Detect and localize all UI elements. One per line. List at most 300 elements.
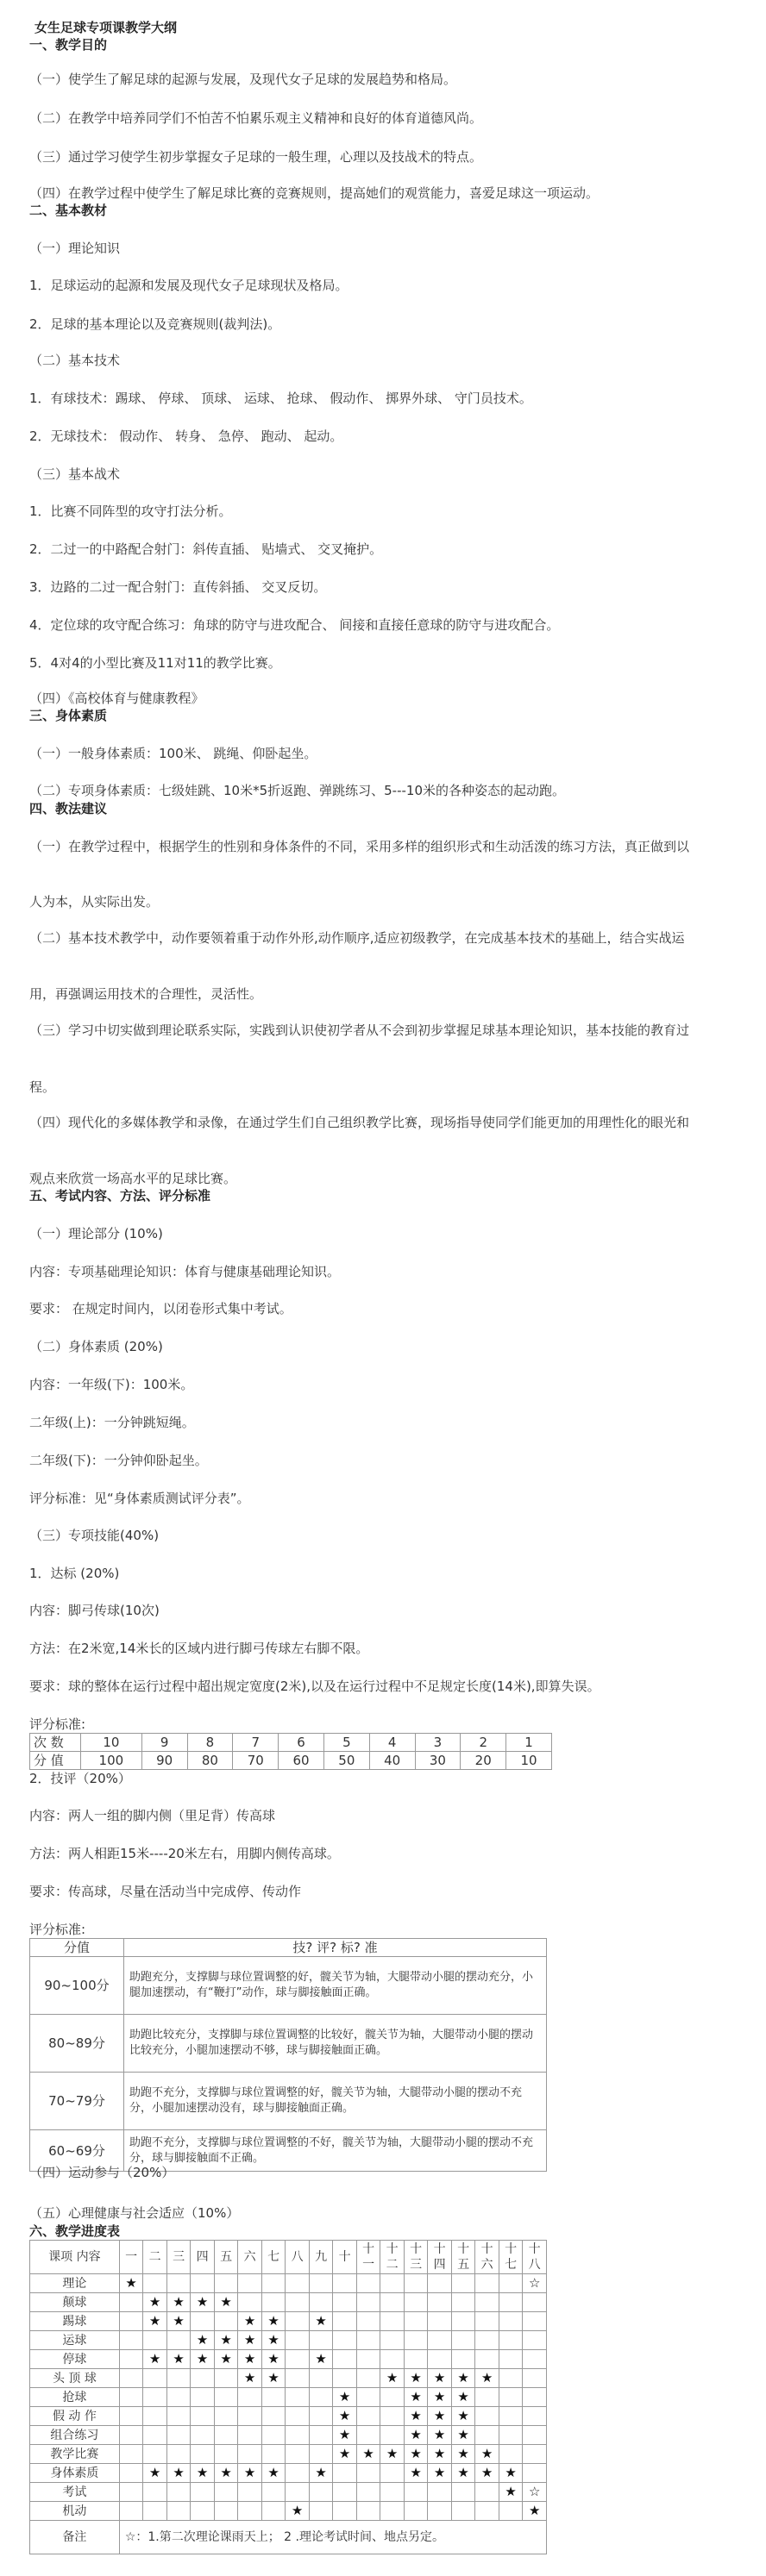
schedule-cell — [356, 2350, 380, 2369]
schedule-cell — [191, 2407, 215, 2426]
filled-star-icon: ★ — [173, 2465, 185, 2480]
schedule-cell — [404, 2331, 428, 2350]
score-points-cell: 70 — [233, 1752, 279, 1770]
score-points-cell: 50 — [323, 1752, 369, 1770]
schedule-cell — [238, 2445, 262, 2464]
schedule-cell — [214, 2426, 238, 2445]
schedule-cell — [166, 2407, 191, 2426]
score-points-cell: 80 — [187, 1752, 233, 1770]
filled-star-icon: ★ — [433, 2408, 446, 2423]
filled-star-icon: ★ — [386, 2446, 399, 2461]
schedule-cell — [191, 2388, 215, 2407]
schedule-cell — [143, 2369, 167, 2388]
score-points-cell: 40 — [369, 1752, 415, 1770]
exam-skill-eval-requirement: 要求：传高球，尽量在活动当中完成停、传动作 — [29, 1884, 302, 1899]
schedule-cell — [119, 2350, 143, 2369]
schedule-week-header: 五 — [214, 2241, 238, 2274]
schedule-cell — [143, 2464, 167, 2483]
schedule-cell — [119, 2331, 143, 2350]
schedule-cell — [380, 2407, 405, 2426]
rubric-header-grade: 分值 — [30, 1939, 124, 1957]
score-count-cell: 5 — [323, 1734, 369, 1752]
schedule-note-row — [30, 2521, 547, 2554]
score-count-cell: 2 — [461, 1734, 506, 1752]
method-4a: （四）现代化的多媒体教学和录像，在通过学生们自己组织教学比赛，现场指导使同学们能更加的用理性化的眼光和 — [29, 1115, 690, 1130]
schedule-cell — [404, 2350, 428, 2369]
score-count-cell: 7 — [233, 1734, 279, 1752]
tactics-item-5: 5．4对4的小型比赛及11对11的教学比赛。 — [29, 655, 281, 671]
schedule-week-header: 二 — [143, 2241, 167, 2274]
schedule-cell — [286, 2483, 310, 2502]
schedule-table — [29, 2240, 547, 2554]
rubric-row — [30, 2015, 547, 2073]
schedule-cell — [191, 2350, 215, 2369]
filled-star-icon: ★ — [291, 2503, 304, 2518]
schedule-cell — [119, 2388, 143, 2407]
schedule-cell — [499, 2274, 523, 2293]
schedule-cell — [356, 2426, 380, 2445]
schedule-cell — [523, 2274, 547, 2293]
schedule-cell — [333, 2331, 357, 2350]
schedule-cell — [238, 2483, 262, 2502]
schedule-cell — [286, 2388, 310, 2407]
method-2b: 用，再强调运用技术的合理性，灵活性。 — [29, 986, 263, 1002]
schedule-week-header: 十 — [333, 2241, 357, 2274]
schedule-cell — [451, 2274, 475, 2293]
schedule-cell — [380, 2464, 405, 2483]
schedule-row — [30, 2293, 547, 2312]
filled-star-icon: ★ — [480, 2465, 493, 2480]
schedule-cell — [119, 2464, 143, 2483]
schedule-row — [30, 2445, 547, 2464]
schedule-cell — [404, 2502, 428, 2521]
schedule-cell — [428, 2274, 452, 2293]
section-6-heading: 六、教学进度表 — [29, 2223, 121, 2239]
subheading-tactics: （三）基本战术 — [29, 466, 121, 482]
score-row-points — [30, 1752, 552, 1770]
score-points-cell: 20 — [461, 1752, 506, 1770]
subheading-theory: （一）理论知识 — [29, 241, 121, 256]
schedule-cell — [475, 2369, 499, 2388]
schedule-cell — [309, 2464, 333, 2483]
schedule-cell — [214, 2369, 238, 2388]
schedule-cell — [286, 2369, 310, 2388]
filled-star-icon: ★ — [220, 2332, 232, 2348]
technique-item-1: 1．有球技术：踢球、 停球、 顶球、 运球、 抢球、 假动作、 掷界外球、 守门员技术。 — [29, 391, 532, 406]
schedule-week-header: 十四 — [428, 2241, 452, 2274]
schedule-cell — [309, 2312, 333, 2331]
schedule-cell — [286, 2502, 310, 2521]
rubric-table-label: 评分标准: — [29, 1922, 86, 1937]
schedule-week-header: 三 — [166, 2241, 191, 2274]
schedule-cell — [214, 2350, 238, 2369]
schedule-cell — [166, 2464, 191, 2483]
schedule-cell — [523, 2464, 547, 2483]
schedule-cell — [475, 2502, 499, 2521]
aim-3: （三）通过学习使学生初步掌握女子足球的一般生理，心理以及技战术的特点。 — [29, 149, 483, 165]
tactics-item-4: 4．定位球的攻守配合练习：角球的防守与进攻配合、 间接和直接任意球的防守与进攻配合。 — [29, 617, 560, 633]
schedule-cell — [261, 2483, 286, 2502]
filled-star-icon: ★ — [410, 2446, 422, 2461]
filled-star-icon: ★ — [480, 2370, 493, 2385]
schedule-week-header: 十七 — [499, 2241, 523, 2274]
score-table-label: 评分标准: — [29, 1716, 86, 1732]
schedule-cell — [309, 2483, 333, 2502]
schedule-cell — [214, 2445, 238, 2464]
schedule-cell — [286, 2350, 310, 2369]
schedule-cell — [451, 2293, 475, 2312]
schedule-cell — [451, 2483, 475, 2502]
filled-star-icon: ★ — [267, 2332, 279, 2348]
schedule-cell — [523, 2407, 547, 2426]
schedule-cell — [523, 2483, 547, 2502]
subheading-textbook: （四）《高校体育与健康教程》 — [29, 691, 204, 706]
filled-star-icon: ★ — [220, 2351, 232, 2367]
schedule-cell — [261, 2331, 286, 2350]
filled-star-icon: ★ — [433, 2446, 446, 2461]
schedule-cell — [286, 2407, 310, 2426]
schedule-cell — [428, 2502, 452, 2521]
schedule-row-label: 教学比赛 — [30, 2445, 120, 2464]
exam-theory: （一）理论部分 (10%) — [29, 1226, 163, 1241]
schedule-cell — [428, 2388, 452, 2407]
schedule-row — [30, 2312, 547, 2331]
schedule-cell — [214, 2312, 238, 2331]
exam-skill-eval-method: 方法：两人相距15米----20米左右，用脚内侧传高球。 — [29, 1846, 340, 1861]
filled-star-icon: ★ — [173, 2313, 185, 2329]
schedule-cell — [261, 2274, 286, 2293]
exam-standard-requirement: 要求：球的整体在运行过程中超出规定宽度(2米),以及在运行过程中不足规定长度(14米),即算失误。 — [29, 1679, 600, 1694]
schedule-cell — [333, 2464, 357, 2483]
schedule-cell — [380, 2312, 405, 2331]
schedule-cell — [238, 2312, 262, 2331]
score-points-cell: 10 — [506, 1752, 552, 1770]
filled-star-icon: ★ — [410, 2408, 422, 2423]
schedule-row-label: 踢球 — [30, 2312, 120, 2331]
exam-standard-method: 方法：在2米宽,14米长的区域内进行脚弓传球左右脚不限。 — [29, 1641, 369, 1656]
filled-star-icon: ★ — [125, 2275, 137, 2291]
schedule-week-header: 十六 — [475, 2241, 499, 2274]
schedule-cell — [143, 2388, 167, 2407]
method-4b: 观点来欣赏一场高水平的足球比赛。 — [29, 1171, 237, 1186]
schedule-cell — [214, 2274, 238, 2293]
schedule-cell — [523, 2388, 547, 2407]
schedule-cell — [238, 2274, 262, 2293]
schedule-cell — [333, 2407, 357, 2426]
schedule-cell — [499, 2331, 523, 2350]
score-points-cell: 30 — [415, 1752, 461, 1770]
schedule-cell — [166, 2350, 191, 2369]
schedule-cell — [475, 2312, 499, 2331]
schedule-cell — [261, 2426, 286, 2445]
schedule-cell — [404, 2388, 428, 2407]
rubric-row — [30, 1957, 547, 2015]
schedule-cell — [380, 2445, 405, 2464]
schedule-cell — [166, 2312, 191, 2331]
filled-star-icon: ★ — [267, 2370, 279, 2385]
schedule-cell — [523, 2350, 547, 2369]
schedule-cell — [143, 2312, 167, 2331]
schedule-week-header: 十五 — [451, 2241, 475, 2274]
schedule-cell — [309, 2445, 333, 2464]
exam-physical-2: 二年级(上)：一分钟跳短绳。 — [29, 1415, 195, 1430]
rubric-grade: 60~69分 — [30, 2130, 124, 2172]
method-1a: （一）在教学过程中，根据学生的性别和身体条件的不同，采用多样的组织形式和生动活泼的练习方法，真正做到以 — [29, 839, 690, 854]
schedule-cell — [380, 2388, 405, 2407]
schedule-cell — [356, 2293, 380, 2312]
filled-star-icon: ★ — [315, 2351, 327, 2367]
rubric-grade: 70~79分 — [30, 2073, 124, 2130]
score-count-cell: 8 — [187, 1734, 233, 1752]
method-3b: 程。 — [29, 1079, 56, 1095]
schedule-cell — [261, 2464, 286, 2483]
open-star-icon: ☆ — [528, 2275, 541, 2291]
filled-star-icon: ★ — [410, 2427, 422, 2442]
schedule-cell — [499, 2369, 523, 2388]
filled-star-icon: ★ — [386, 2370, 399, 2385]
filled-star-icon: ★ — [505, 2484, 517, 2499]
schedule-cell — [214, 2331, 238, 2350]
filled-star-icon: ★ — [338, 2446, 351, 2461]
filled-star-icon: ★ — [267, 2465, 279, 2480]
schedule-cell — [523, 2312, 547, 2331]
schedule-cell — [333, 2274, 357, 2293]
filled-star-icon: ★ — [457, 2427, 469, 2442]
score-row-count — [30, 1734, 552, 1752]
filled-star-icon: ★ — [457, 2389, 469, 2404]
schedule-cell — [119, 2426, 143, 2445]
rubric-desc: 助跑充分，支撑脚与球位置调整的好，髋关节为轴，大腿带动小腿的摆动充分，小腿加速摆动，有“鞭打”动作，球与脚接触面正确。 — [124, 1957, 547, 2015]
schedule-row — [30, 2350, 547, 2369]
filled-star-icon: ★ — [196, 2332, 209, 2348]
schedule-row-label: 机动 — [30, 2502, 120, 2521]
schedule-cell — [238, 2426, 262, 2445]
schedule-row-label: 假 动 作 — [30, 2407, 120, 2426]
filled-star-icon: ★ — [338, 2427, 351, 2442]
score-row-points-label: 分 值 — [30, 1752, 81, 1770]
schedule-cell — [119, 2483, 143, 2502]
schedule-cell — [333, 2502, 357, 2521]
rubric-table — [29, 1938, 547, 2172]
schedule-cell — [333, 2445, 357, 2464]
schedule-cell — [451, 2312, 475, 2331]
schedule-cell — [475, 2445, 499, 2464]
schedule-cell — [119, 2312, 143, 2331]
schedule-row — [30, 2464, 547, 2483]
schedule-cell — [166, 2274, 191, 2293]
filled-star-icon: ★ — [173, 2294, 185, 2310]
schedule-cell — [261, 2407, 286, 2426]
subheading-technique: （二）基本技术 — [29, 353, 121, 368]
aim-1: （一）使学生了解足球的起源与发展，及现代女子足球的发展趋势和格局。 — [29, 72, 457, 87]
schedule-cell — [499, 2312, 523, 2331]
exam-physical-standard: 评分标准：见“身体素质测试评分表”。 — [29, 1491, 250, 1506]
schedule-cell — [499, 2502, 523, 2521]
schedule-cell — [166, 2445, 191, 2464]
filled-star-icon: ★ — [196, 2465, 209, 2480]
schedule-week-header: 七 — [261, 2241, 286, 2274]
filled-star-icon: ★ — [243, 2351, 256, 2367]
schedule-cell — [238, 2388, 262, 2407]
schedule-cell — [380, 2369, 405, 2388]
schedule-cell — [523, 2369, 547, 2388]
filled-star-icon: ★ — [220, 2294, 232, 2310]
exam-standard-content: 内容：脚弓传球(10次) — [29, 1603, 160, 1618]
schedule-week-header: 十三 — [404, 2241, 428, 2274]
exam-theory-content: 内容：专项基础理论知识：体育与健康基础理论知识。 — [29, 1264, 341, 1279]
aim-2: （二）在教学中培养同学们不怕苦不怕累乐观主义精神和良好的体育道德风尚。 — [29, 110, 483, 126]
schedule-cell — [333, 2369, 357, 2388]
section-1-heading: 一、教学目的 — [29, 37, 108, 53]
exam-skill: （三）专项技能(40%) — [29, 1528, 160, 1543]
schedule-cell — [404, 2464, 428, 2483]
schedule-row — [30, 2426, 547, 2445]
filled-star-icon: ★ — [528, 2503, 541, 2518]
open-star-icon: ☆ — [528, 2484, 541, 2499]
theory-item-2: 2．足球的基本理论以及竞赛规则(裁判法)。 — [29, 316, 281, 332]
section-2-heading: 二、基本教材 — [29, 203, 108, 218]
schedule-cell — [499, 2407, 523, 2426]
filled-star-icon: ★ — [315, 2313, 327, 2329]
schedule-row — [30, 2274, 547, 2293]
schedule-cell — [214, 2293, 238, 2312]
schedule-cell — [475, 2483, 499, 2502]
schedule-cell — [309, 2331, 333, 2350]
score-count-cell: 3 — [415, 1734, 461, 1752]
rubric-desc: 助跑不充分，支撑脚与球位置调整的好，髋关节为轴，大腿带动小腿的摆动不充分，小腿加速摆动没有，球与脚接触面正确。 — [124, 2073, 547, 2130]
schedule-cell — [261, 2445, 286, 2464]
schedule-cell — [166, 2293, 191, 2312]
schedule-cell — [499, 2464, 523, 2483]
filled-star-icon: ★ — [433, 2465, 446, 2480]
schedule-cell — [356, 2274, 380, 2293]
filled-star-icon: ★ — [267, 2351, 279, 2367]
schedule-cell — [191, 2426, 215, 2445]
schedule-cell — [428, 2483, 452, 2502]
filled-star-icon: ★ — [220, 2465, 232, 2480]
schedule-cell — [356, 2312, 380, 2331]
schedule-cell — [523, 2445, 547, 2464]
filled-star-icon: ★ — [148, 2313, 161, 2329]
schedule-cell — [451, 2388, 475, 2407]
schedule-row — [30, 2388, 547, 2407]
schedule-cell — [428, 2350, 452, 2369]
schedule-cell — [143, 2331, 167, 2350]
schedule-cell — [475, 2464, 499, 2483]
schedule-cell — [191, 2312, 215, 2331]
schedule-row-label: 组合练习 — [30, 2426, 120, 2445]
schedule-row-label: 停球 — [30, 2350, 120, 2369]
schedule-week-header: 十二 — [380, 2241, 405, 2274]
schedule-cell — [404, 2274, 428, 2293]
filled-star-icon: ★ — [433, 2389, 446, 2404]
schedule-row-label: 颠球 — [30, 2293, 120, 2312]
schedule-cell — [238, 2369, 262, 2388]
schedule-cell — [166, 2388, 191, 2407]
schedule-cell — [499, 2483, 523, 2502]
schedule-row-label: 考试 — [30, 2483, 120, 2502]
schedule-cell — [428, 2407, 452, 2426]
exam-skill-eval-title: 2．技评（20%） — [29, 1771, 131, 1786]
schedule-cell — [451, 2331, 475, 2350]
schedule-cell — [523, 2293, 547, 2312]
schedule-cell — [451, 2369, 475, 2388]
score-row-count-label: 次 数 — [30, 1734, 81, 1752]
schedule-cell — [428, 2312, 452, 2331]
rubric-header-row — [30, 1939, 547, 1957]
schedule-cell — [309, 2369, 333, 2388]
schedule-cell — [380, 2274, 405, 2293]
filled-star-icon: ★ — [362, 2446, 374, 2461]
schedule-row — [30, 2369, 547, 2388]
schedule-cell — [238, 2502, 262, 2521]
doc-title: 女生足球专项课教学大纲 — [35, 20, 178, 35]
schedule-cell — [143, 2502, 167, 2521]
schedule-cell — [238, 2331, 262, 2350]
schedule-cell — [143, 2350, 167, 2369]
schedule-cell — [451, 2502, 475, 2521]
schedule-row-label: 身体素质 — [30, 2464, 120, 2483]
section-4-heading: 四、教法建议 — [29, 801, 108, 816]
exam-mental: （五）心理健康与社会适应（10%） — [29, 2205, 240, 2221]
schedule-cell — [356, 2464, 380, 2483]
schedule-cell — [523, 2502, 547, 2521]
schedule-cell — [333, 2483, 357, 2502]
schedule-cell — [119, 2293, 143, 2312]
schedule-cell — [143, 2445, 167, 2464]
schedule-cell — [286, 2312, 310, 2331]
schedule-cell — [428, 2293, 452, 2312]
rubric-header-desc: 技? 评? 标? 准 — [124, 1939, 547, 1957]
filled-star-icon: ★ — [243, 2465, 256, 2480]
schedule-cell — [119, 2369, 143, 2388]
schedule-note-text: ☆：1.第二次理论课雨天上； 2 .理论考试时间、地点另定。 — [119, 2521, 546, 2554]
schedule-cell — [191, 2331, 215, 2350]
fitness-general: （一）一般身体素质：100米、 跳绳、仰卧起坐。 — [29, 746, 317, 761]
schedule-cell — [499, 2445, 523, 2464]
filled-star-icon: ★ — [173, 2351, 185, 2367]
schedule-cell — [191, 2464, 215, 2483]
schedule-cell — [404, 2369, 428, 2388]
schedule-cell — [191, 2445, 215, 2464]
filled-star-icon: ★ — [243, 2370, 256, 2385]
schedule-cell — [475, 2293, 499, 2312]
schedule-cell — [286, 2293, 310, 2312]
schedule-cell — [333, 2293, 357, 2312]
filled-star-icon: ★ — [338, 2389, 351, 2404]
filled-star-icon: ★ — [410, 2389, 422, 2404]
schedule-cell — [428, 2331, 452, 2350]
schedule-cell — [499, 2350, 523, 2369]
schedule-cell — [451, 2445, 475, 2464]
schedule-cell — [238, 2464, 262, 2483]
schedule-cell — [191, 2293, 215, 2312]
method-3a: （三）学习中切实做到理论联系实际，实践到认识使初学者从不会到初步掌握足球基本理论知识，基本技能的教育过 — [29, 1022, 690, 1038]
exam-activity: （四）运动参与（20%） — [29, 2165, 175, 2180]
exam-physical-1: 内容：一年级(下)：100米。 — [29, 1377, 194, 1392]
rubric-row — [30, 2073, 547, 2130]
schedule-cell — [404, 2312, 428, 2331]
section-5-heading: 五、考试内容、方法、评分标准 — [29, 1188, 211, 1204]
schedule-row-label: 运球 — [30, 2331, 120, 2350]
filled-star-icon: ★ — [457, 2370, 469, 2385]
rubric-grade: 90~100分 — [30, 1957, 124, 2015]
schedule-cell — [499, 2293, 523, 2312]
score-points-cell: 100 — [81, 1752, 142, 1770]
schedule-cell — [286, 2426, 310, 2445]
schedule-cell — [286, 2331, 310, 2350]
schedule-cell — [166, 2483, 191, 2502]
